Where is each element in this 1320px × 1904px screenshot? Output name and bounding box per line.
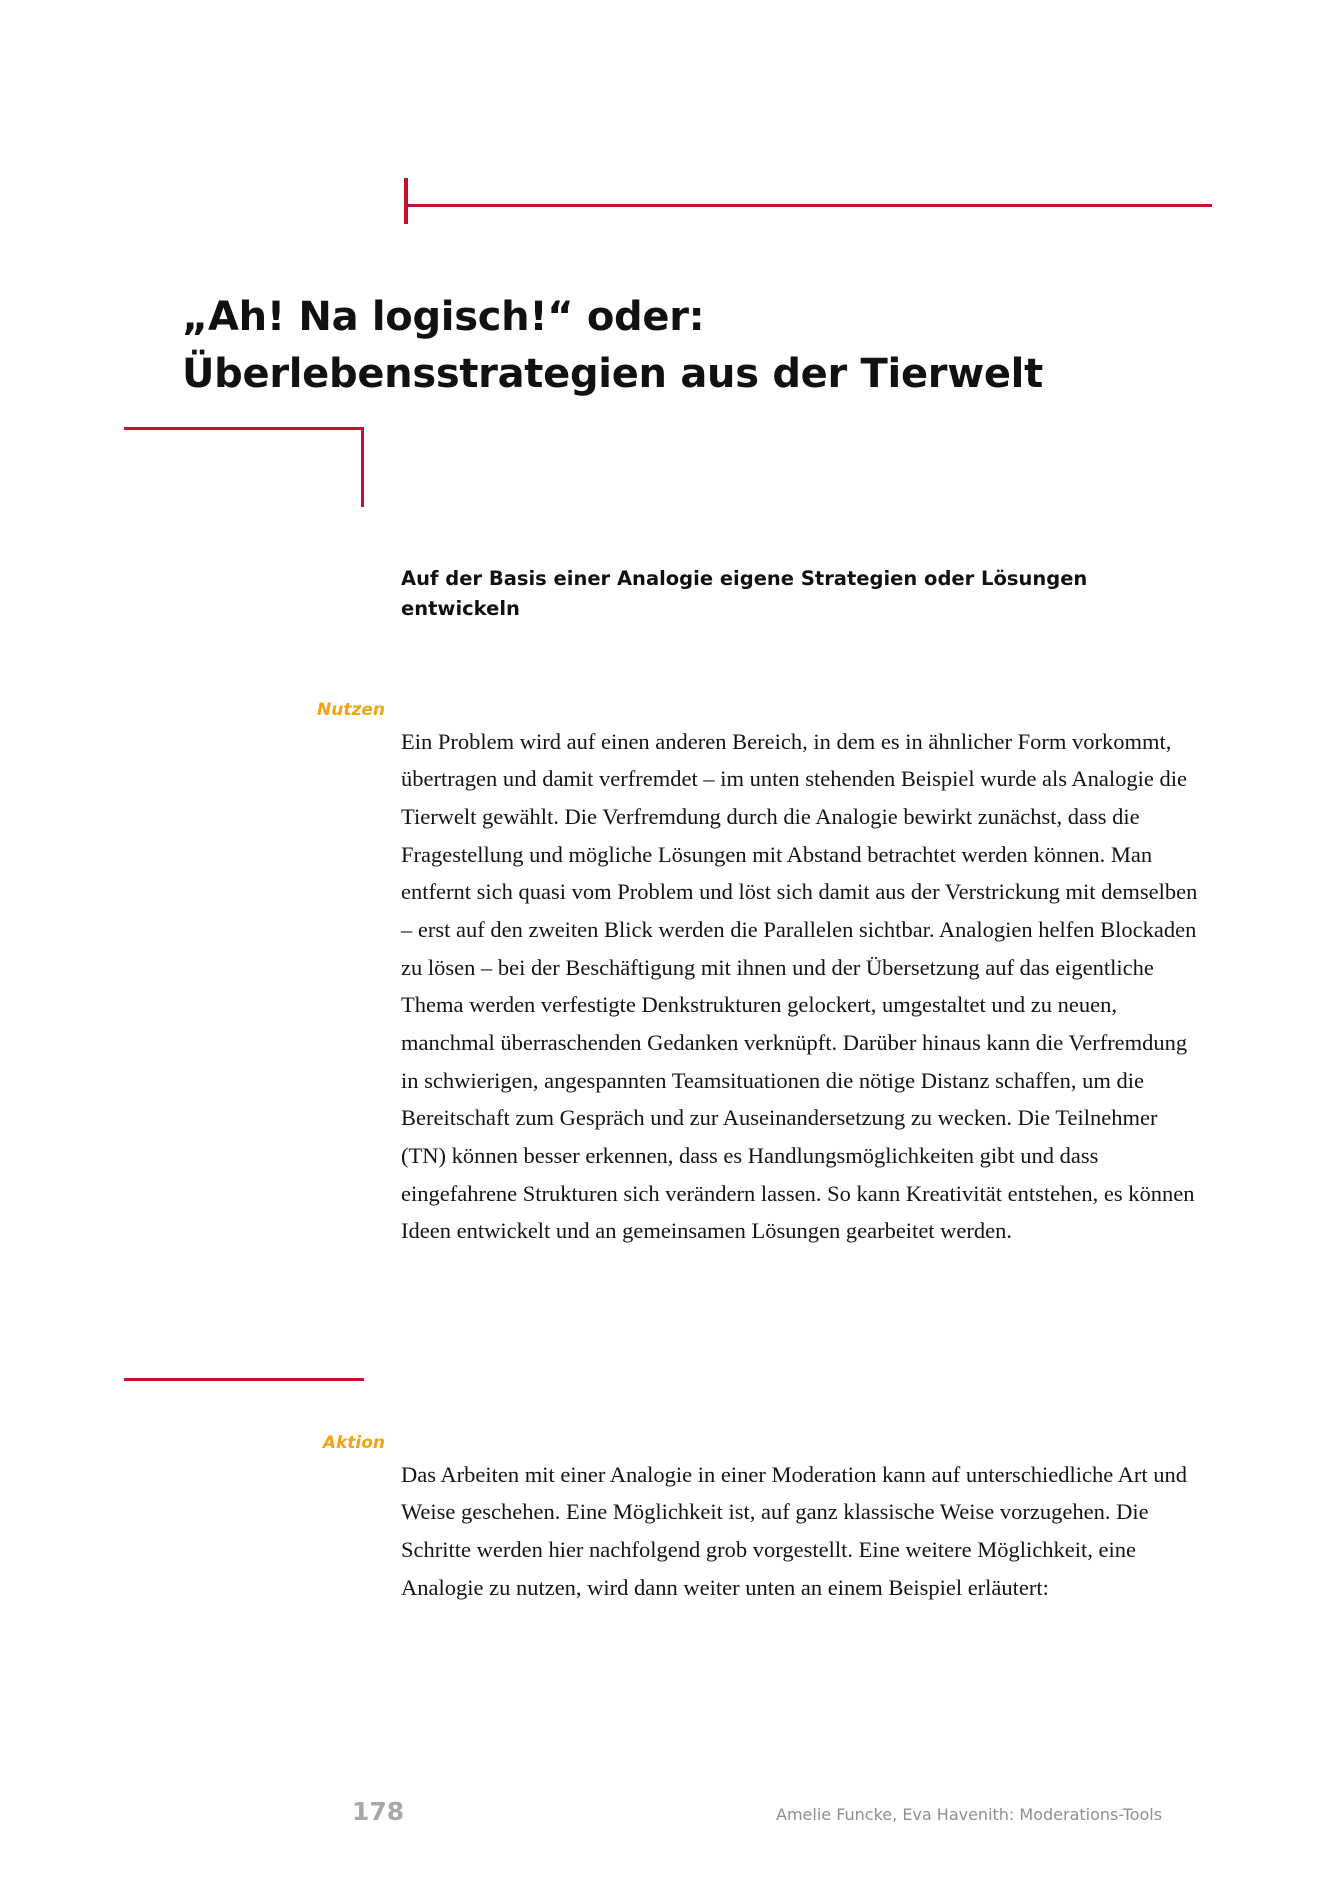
footer-credit: Amelie Funcke, Eva Havenith: Moderations-Tools bbox=[776, 1805, 1163, 1824]
subtitle-rule-horizontal bbox=[124, 427, 364, 430]
header-rule-horizontal bbox=[404, 204, 1212, 207]
subtitle-rule-vertical bbox=[361, 427, 364, 507]
section-aktion bbox=[322, 1433, 1201, 1629]
section-divider-rule bbox=[124, 1378, 364, 1381]
page-title: „Ah! Na logisch!“ oder: Überlebensstrategien aus der Tierwelt bbox=[182, 293, 1043, 397]
page-subtitle: Auf der Basis einer Analogie eigene Strategien oder Lösungen entwickeln bbox=[401, 567, 1088, 620]
page-number: 178 bbox=[352, 1797, 405, 1826]
section-body-nutzen: Ein Problem wird auf einen anderen Bereich, in dem es in ähnlicher Form vorkommt, übertragen und damit verfremdet – im unten stehenden Beispiel wurde als Analogie die Tierwelt gewählt. Die Verfremdung durch die Analogie bewirkt zunächst, dass die Fragestellung und mögliche Lösungen mit Abstand betrachtet werden können. Man entfernt sich quasi vom Problem und löst sich damit aus der Verstrickung mit demselben – erst auf den zweiten Blick werden die Parallelen sichtbar. Analogien helfen Blockaden zu lösen – bei der Beschäftigung mit ihnen und der Übersetzung auf das eigentliche Thema werden verfestigte Denkstrukturen gelockert, umgestaltet und zu neuen, manchmal überraschenden Gedanken verknüpft. Darüber hinaus kann die Verfremdung in schwierigen, angespannten Teamsituationen die nötige Distanz schaffen, um die Bereitschaft zum Gespräch und zur Auseinandersetzung zu wecken. Die Teilnehmer (TN) können besser erkennen, dass es Handlungsmöglichkeiten gibt und dass eingefahrene Strukturen sich verändern lassen. So kann Kreativität entstehen, es können Ideen entwickelt und an gemeinsamen Lösungen gearbeitet werden. bbox=[401, 728, 1198, 1244]
section-marker-aktion: Aktion bbox=[322, 1433, 385, 1453]
section-nutzen bbox=[317, 700, 1201, 1273]
header-rule-vertical bbox=[404, 178, 408, 224]
section-body-aktion: Das Arbeiten mit einer Analogie in einer Moderation kann auf unterschiedliche Art und Weise geschehen. Eine Möglichkeit ist, auf ganz klassische Weise vorzugehen. Die Schritte werden hier nachfolgend grob vorgestellt. Eine weitere Möglichkeit, eine Analogie zu nutzen, wird dann weiter unten an einem Beispiel erläutert: bbox=[401, 1461, 1188, 1600]
section-marker-nutzen: Nutzen bbox=[317, 700, 385, 720]
